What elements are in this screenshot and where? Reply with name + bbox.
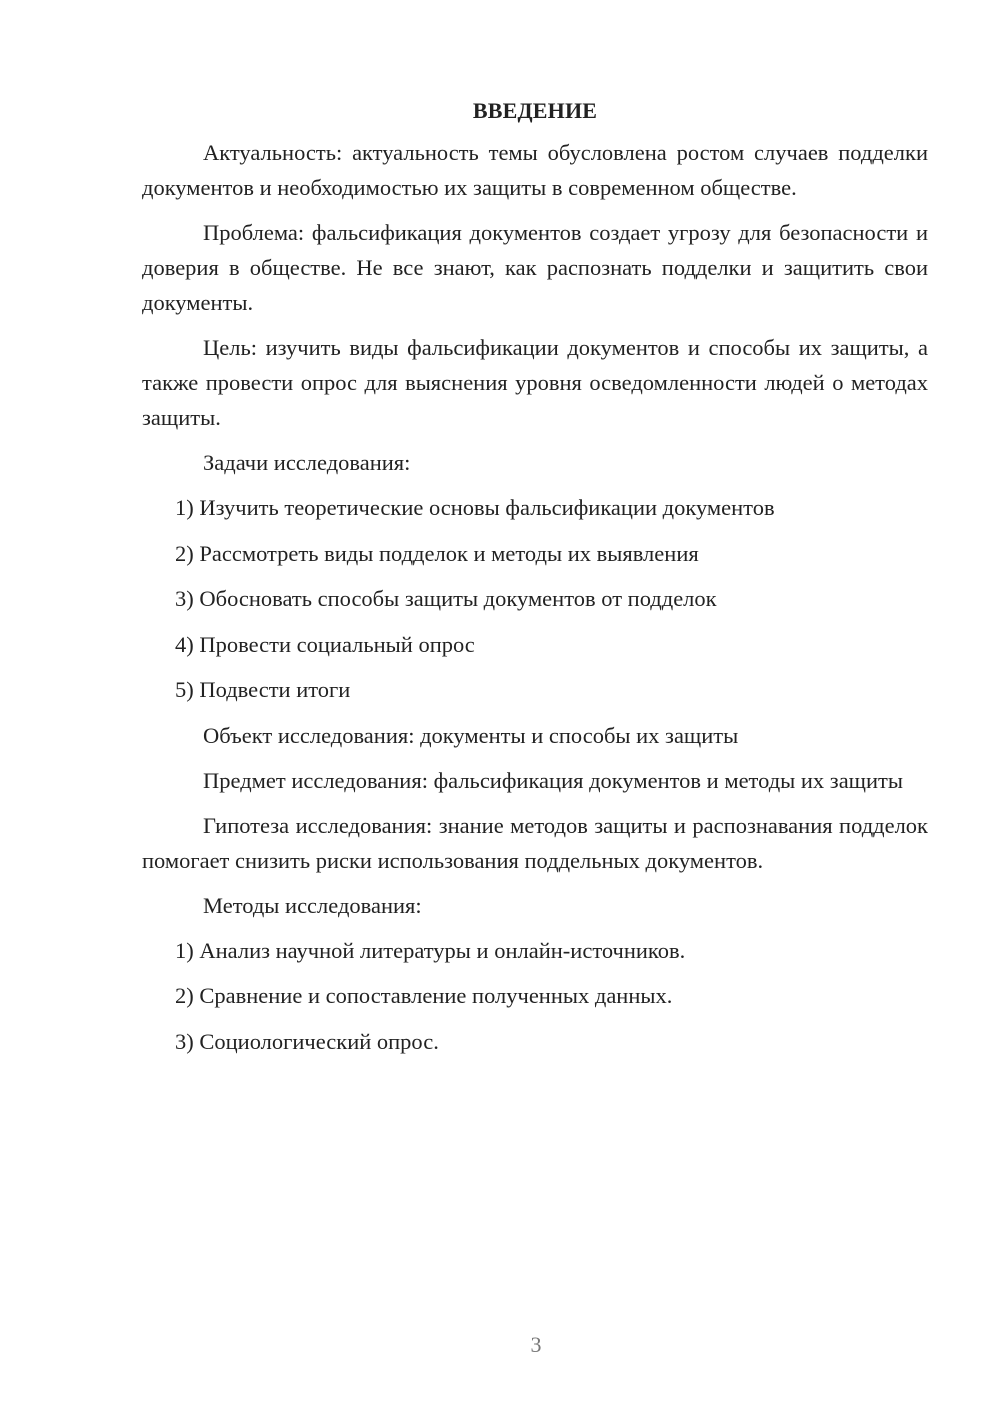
goal-paragraph: Цель: изучить виды фальсификации документов и способы их защиты, а также провести опрос для выяснения уровня осведомленности людей о методах защиты. xyxy=(142,335,928,430)
problem-paragraph: Проблема: фальсификация документов создает угрозу для безопасности и доверия в обществе. Не все знают, как распознать подделки и защитить свои документы. xyxy=(142,220,928,315)
list-item: 3) Социологический опрос. xyxy=(175,1028,439,1054)
page-number: 3 xyxy=(530,1332,542,1357)
list-item: 2) Сравнение и сопоставление полученных данных. xyxy=(175,983,673,1008)
list-item: 1) Анализ научной литературы и онлайн-источников. xyxy=(175,937,686,963)
relevance-paragraph: Актуальность: актуальность темы обусловлена ростом случаев подделки документов и необходимостью их защиты в современном обществе. xyxy=(142,140,928,200)
methods-label: Методы исследования: xyxy=(203,892,422,918)
hypothesis-paragraph: Гипотеза исследования: знание методов защиты и распознавания подделок помогает снизить риски использования поддельных документов. xyxy=(142,812,928,873)
subject-paragraph: Предмет исследования: фальсификация документов и методы их защиты xyxy=(203,767,903,793)
document-page xyxy=(142,96,928,1069)
tasks-label: Задачи исследования: xyxy=(203,450,411,475)
list-item: 2) Рассмотреть виды подделок и методы их выявления xyxy=(175,540,699,566)
list-item: 4) Провести социальный опрос xyxy=(175,631,475,657)
object-paragraph: Объект исследования: документы и способы их защиты xyxy=(203,722,739,748)
tasks-list xyxy=(142,490,928,707)
list-item: 5) Подвести итоги xyxy=(175,677,351,702)
methods-list xyxy=(142,933,928,1059)
list-item: 3) Обосновать способы защиты документов от подделок xyxy=(175,586,717,611)
list-item: 1) Изучить теоретические основы фальсификации документов xyxy=(175,495,775,520)
page-title: ВВЕДЕНИЕ xyxy=(472,98,598,123)
